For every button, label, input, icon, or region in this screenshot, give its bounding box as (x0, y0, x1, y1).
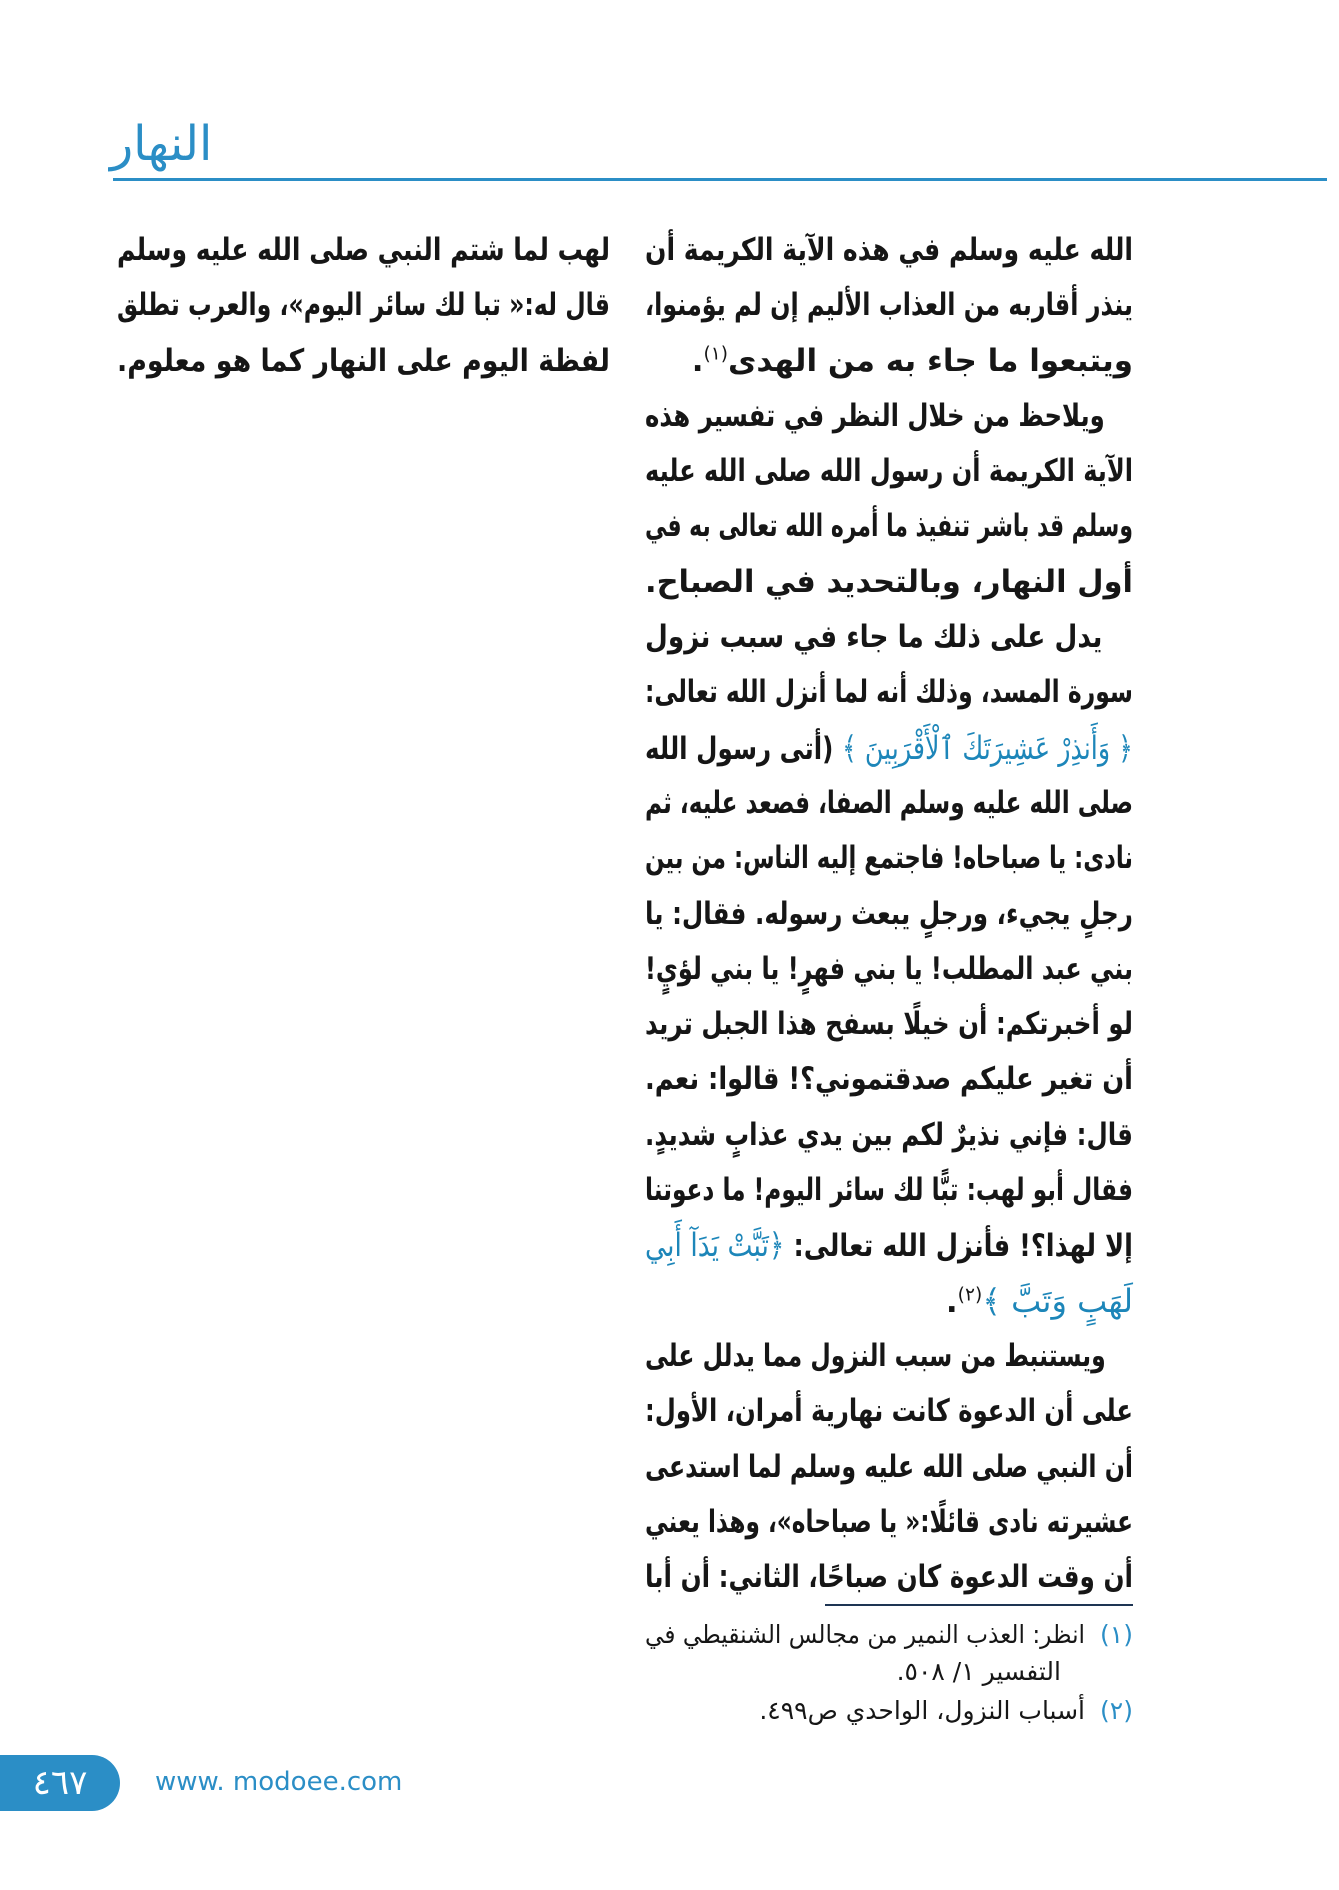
line-punctuation: . (945, 1283, 958, 1320)
body-line: وسلم قد باشر تنفيذ ما أمره الله تعالى به في (645, 508, 1133, 545)
body-line (645, 1218, 1133, 1273)
page-title: النهار (110, 116, 213, 172)
footnote-ref: (١) (703, 343, 729, 365)
footnote-text: أسباب النزول، الواحدي ص٤٩٩. (759, 1696, 1085, 1725)
line-punctuation: . (691, 342, 704, 379)
footnote-number: (١) (1100, 1620, 1133, 1649)
body-line: الآية الكريمة أن رسول الله صلى الله عليه (644, 453, 1133, 490)
body-line: الله عليه وسلم في هذه الآية الكريمة أن (645, 232, 1133, 268)
body-line: يدل على ذلك ما جاء في سبب نزول (645, 619, 1103, 656)
body-line (645, 721, 1133, 776)
body-line: رجلٍ يجيء، ورجلٍ يبعث رسوله. فقال: يا (645, 895, 1133, 932)
line-text: ويتبعوا ما جاء به من الهدى (728, 342, 1133, 379)
header-rule (113, 178, 1327, 181)
body-line: قال له:« تبا لك سائر اليوم»، والعرب تطلق (116, 287, 611, 324)
body-line: أن النبي صلى الله عليه وسلم لما استدعى (645, 1448, 1133, 1485)
body-line: نادى: يا صباحاه! فاجتمع إليه الناس: من بين (645, 840, 1133, 877)
footnote-ref: (٢) (957, 1284, 983, 1306)
body-line: ويستنبط من سبب النزول مما يدلل على (645, 1337, 1106, 1374)
body-line (645, 1274, 1133, 1329)
body-line: سورة المسد، وذلك أنه لما أنزل الله تعالى: (645, 674, 1133, 711)
footnote-number: (٢) (1100, 1696, 1133, 1725)
body-line: صلى الله عليه وسلم الصفا، فصعد عليه، ثم (644, 784, 1133, 821)
body-line: لو أخبرتكم: أن خيلًا بسفح هذا الجبل تريد (644, 1006, 1133, 1043)
body-line: ويلاحظ من خلال النظر في تفسير هذه (645, 397, 1105, 434)
page-number-badge (0, 1755, 120, 1811)
footnotes (645, 1616, 1133, 1729)
body-line: أن تغير عليكم صدقتموني؟! قالوا: نعم. (645, 1061, 1133, 1098)
body-line: فقال أبو لهب: تبًّا لك سائر اليوم! ما دعوتنا (644, 1172, 1133, 1209)
footnote-rule (825, 1604, 1133, 1606)
line-text: إلا لهذا؟! فأنزل الله تعالى: (793, 1228, 1133, 1265)
body-line: عشيرته نادى قائلًا:« يا صباحاه»، وهذا يعني (645, 1503, 1133, 1540)
quran-verse: لَهَبٍ وَتَبَّ ﴾ (982, 1281, 1133, 1320)
footnote-text: التفسير ١/ ٥٠٨. (896, 1657, 1061, 1686)
right-column (645, 223, 1133, 1605)
body-line: على أن الدعوة كانت نهارية أمران، الأول: (645, 1393, 1133, 1430)
body-line (645, 334, 1133, 389)
quran-verse: ﴿ وَأَنذِرْ عَشِيرَتَكَ ٱلْأَقْرَبِينَ ﴾ (841, 728, 1133, 767)
body-line: بني عبد المطلب! يا بني فهرٍ! يا بني لؤيٍ! (645, 950, 1133, 987)
body-line: أن وقت الدعوة كان صباحًا، الثاني: أن أبا (645, 1559, 1133, 1596)
body-line: ينذر أقاربه من العذاب الأليم إن لم يؤمنوا، (645, 287, 1133, 324)
line-text: (أتى رسول الله (645, 730, 834, 767)
page-number: ٤٦٧ (32, 1763, 88, 1803)
body-line: لهب لما شتم النبي صلى الله عليه وسلم (116, 232, 611, 268)
quran-verse: ﴿تَبَّتْ يَدَآ أَبِي (645, 1226, 785, 1265)
footnote (645, 1616, 1133, 1690)
footnote (645, 1692, 1133, 1729)
body-line: لفظة اليوم على النهار كما هو معلوم. (117, 342, 611, 379)
left-column (117, 223, 610, 389)
body-line: قال: فإني نذيرٌ لكم بين يدي عذابٍ شديدٍ. (645, 1116, 1133, 1153)
website-url: www. modoee.com (155, 1767, 403, 1797)
footnote-text: انظر: العذب النمير من مجالس الشنقيطي في (644, 1620, 1085, 1649)
body-line: أول النهار، وبالتحديد في الصباح. (644, 563, 1133, 600)
